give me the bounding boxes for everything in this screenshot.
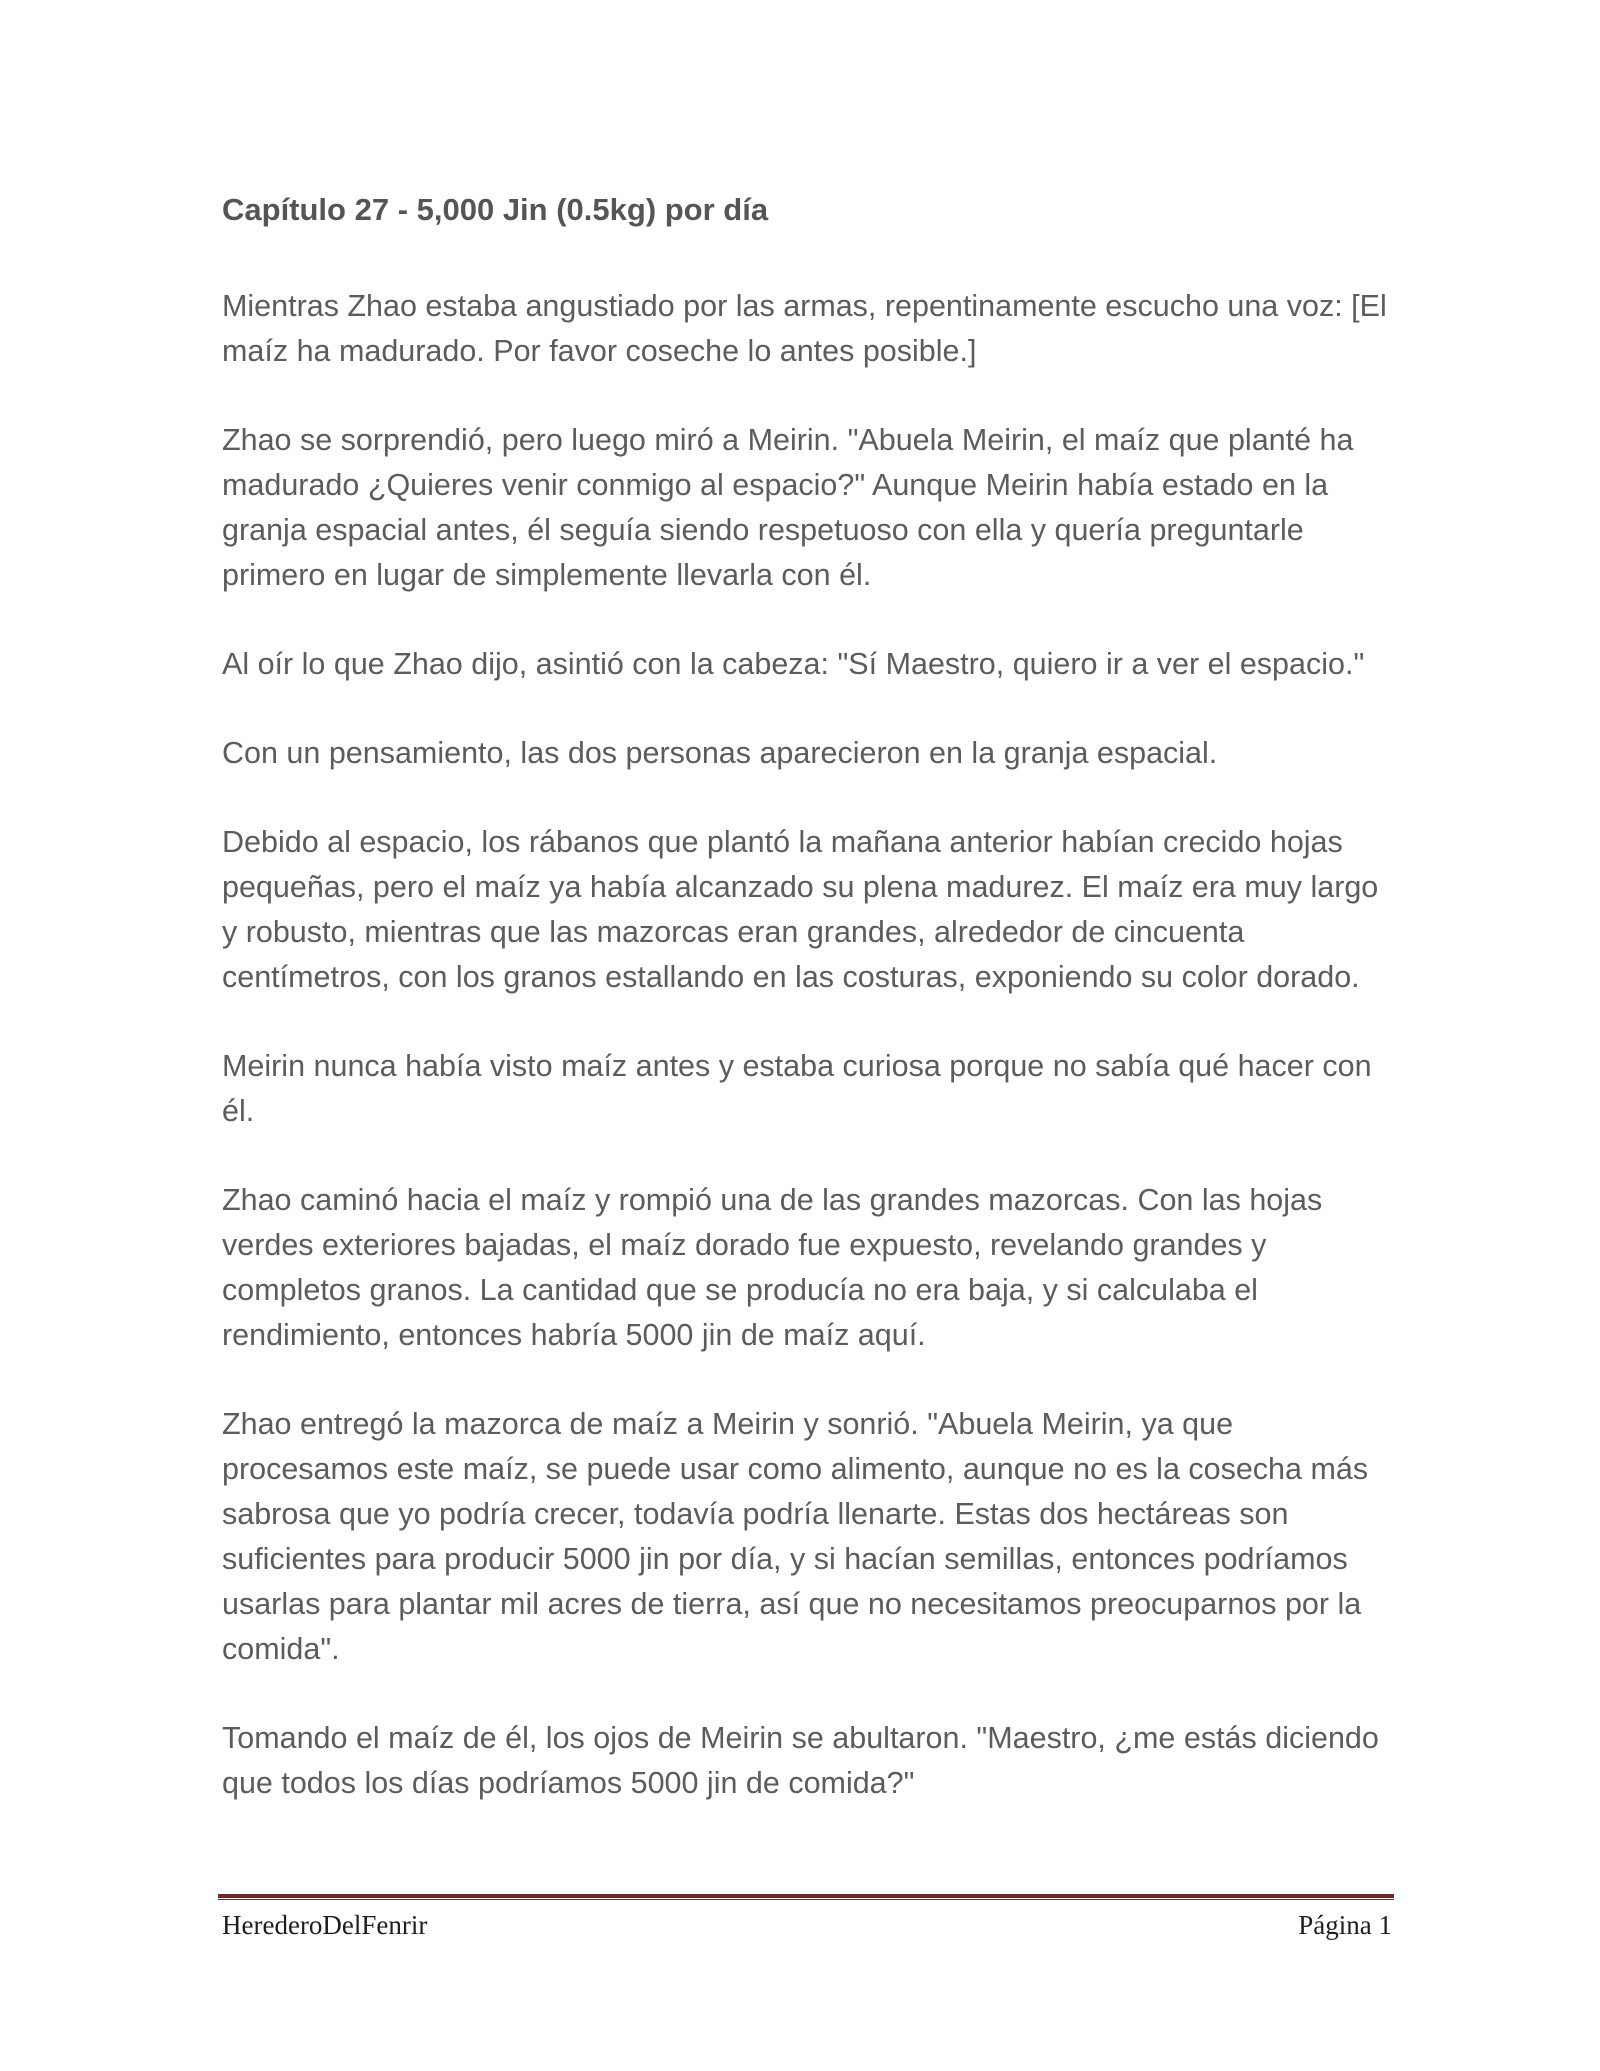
footer-page-number: Página 1 [1298,1910,1392,1940]
paragraph-8: Zhao entregó la mazorca de maíz a Meirin y sonrió. "Abuela Meirin, ya que procesamos este maíz, se puede usar como alimento, aunque no es la cosecha más sabrosa que yo podría crecer, todavía podría llenarte. Estas dos hectáreas son suficientes para producir 5000 jin por día, y si hacían semillas, entonces podríamos usarlas para plantar mil acres de tierra, así que no necesitamos preocuparnos por la comida". [222,1407,1369,1666]
paragraph-1: Mientras Zhao estaba angustiado por las armas, repentinamente escucho una voz: [El maíz ha madurado. Por favor coseche lo antes posible.] [222,289,1387,368]
paragraph-5: Debido al espacio, los rábanos que plantó la mañana anterior habían crecido hojas pequeñas, pero el maíz ya había alcanzado su plena madurez. El maíz era muy largo y robusto, mientras que las mazorcas eran grandes, alrededor de cincuenta centímetros, con los granos estallando en las costuras, exponiendo su color dorado. [222,825,1379,994]
footer-author: HerederoDelFenrir [222,1910,428,1940]
paragraph-3: Al oír lo que Zhao dijo, asintió con la cabeza: "Sí Maestro, quiero ir a ver el espacio." [222,647,1365,681]
paragraph-2: Zhao se sorprendió, pero luego miró a Meirin. "Abuela Meirin, el maíz que planté ha madurado ¿Quieres venir conmigo al espacio?" Aunque Meirin había estado en la granja espacial antes, él seguía siendo respetuoso con ella y quería preguntarle primero en lugar de simplemente llevarla con él. [222,423,1354,592]
page-footer [222,1910,1392,1941]
document-body [222,180,1392,1850]
paragraph-9: Tomando el maíz de él, los ojos de Meirin se abultaron. "Maestro, ¿me estás diciendo que todos los días podríamos 5000 jin de comida?" [222,1721,1379,1800]
footer-divider [218,1894,1394,1900]
paragraph-4: Con un pensamiento, las dos personas aparecieron en la granja espacial. [222,736,1218,770]
paragraph-7: Zhao caminó hacia el maíz y rompió una de las grandes mazorcas. Con las hojas verdes exteriores bajadas, el maíz dorado fue expuesto, revelando grandes y completos granos. La cantidad que se producía no era baja, y si calculaba el rendimiento, entonces habría 5000 jin de maíz aquí. [222,1183,1323,1352]
chapter-title: Capítulo 27 - 5,000 Jin (0.5kg) por día [222,192,769,227]
paragraph-6: Meirin nunca había visto maíz antes y estaba curiosa porque no sabía qué hacer con él. [222,1049,1372,1128]
